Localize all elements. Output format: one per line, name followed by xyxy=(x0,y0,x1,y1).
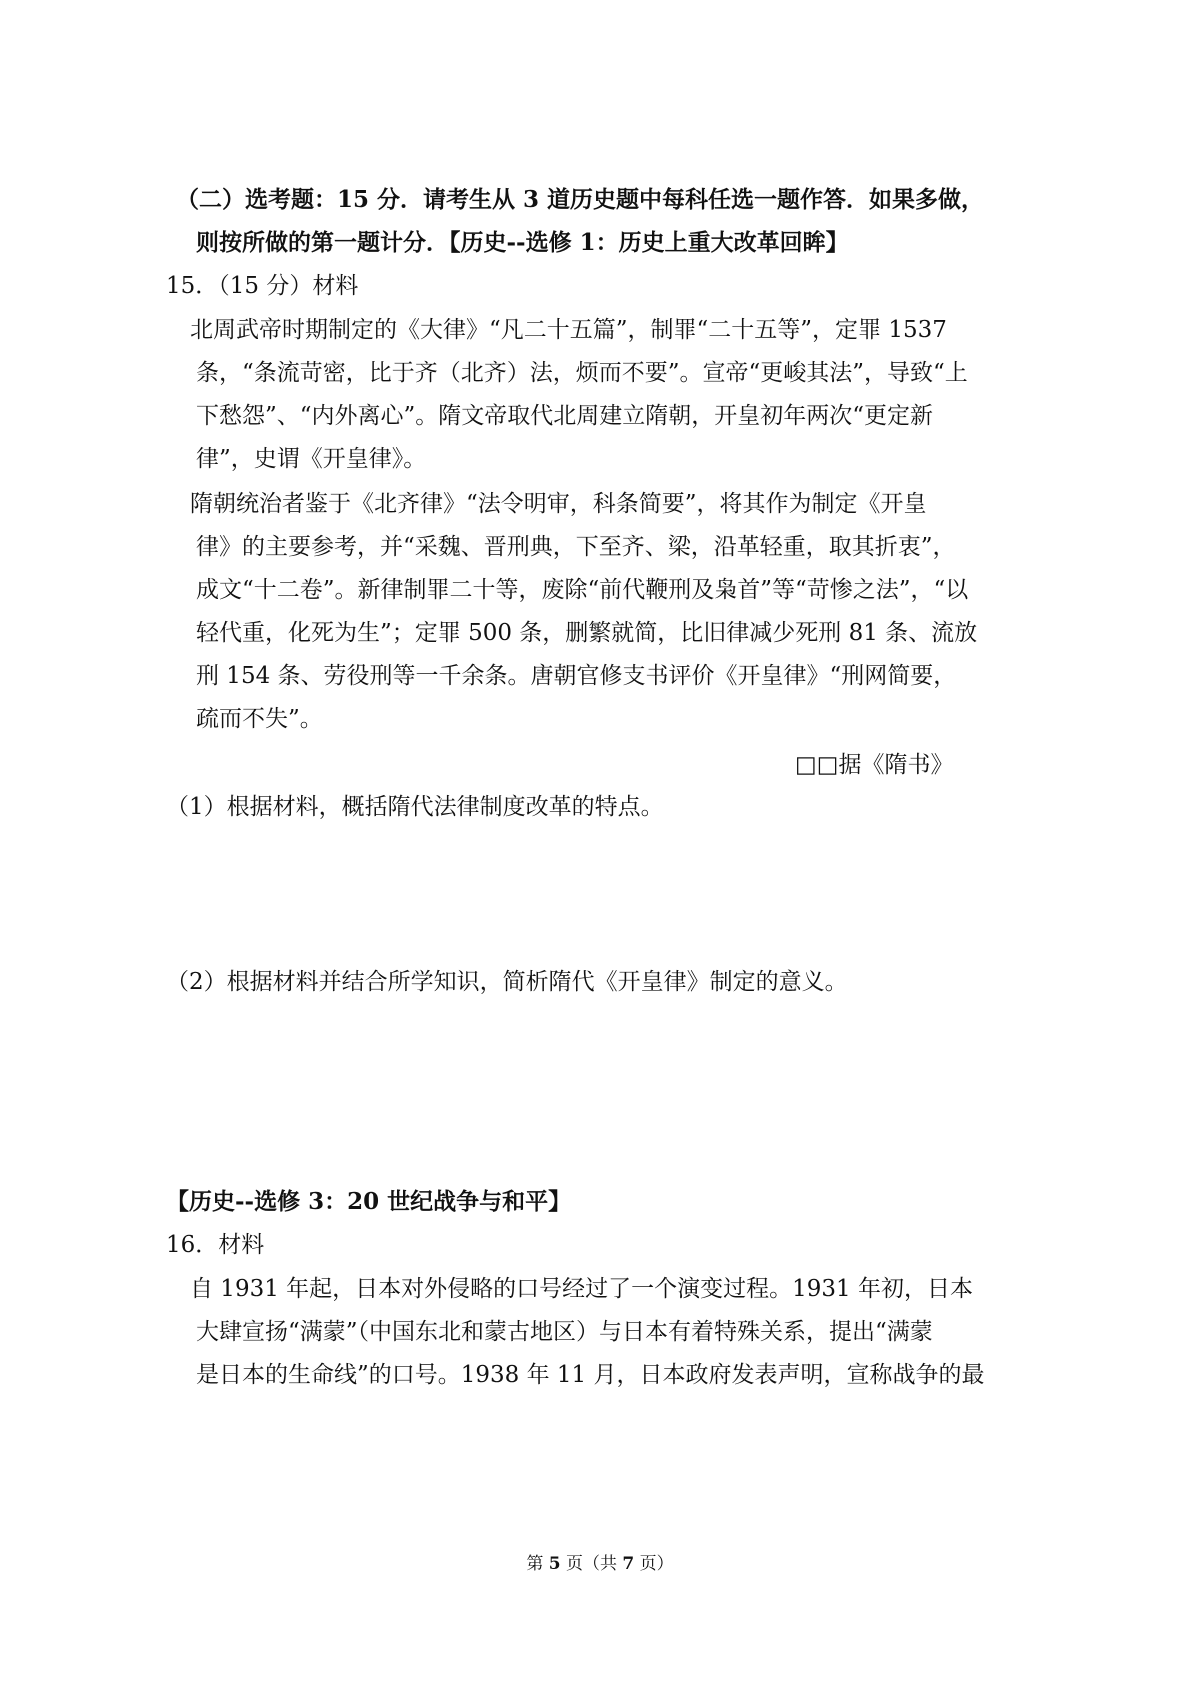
q16-para1-line2: 大肆宣扬“满蒙”（中国东北和蒙古地区）与日本有着特殊关系，提出“满蒙 xyxy=(196,1319,933,1345)
page-footer xyxy=(0,1553,1200,1575)
q15-para2-line6: 疏而不失”。 xyxy=(196,706,323,732)
footer-middle: 页（共 xyxy=(560,1554,623,1574)
q15-para2-line2: 律》的主要参考，并“采魏、晋刑典，下至齐、梁，沿革轻重，取其折衷”， xyxy=(196,534,956,560)
q15-para2-line4: 轻代重，化死为生”；定罪 500 条，删繁就简，比旧律减少死刑 81 条、流放 xyxy=(196,620,978,646)
question-15-header: 15．（15 分）材料 xyxy=(166,273,359,299)
q15-subquestion-1: （1）根据材料，概括隋代法律制度改革的特点。 xyxy=(166,794,664,820)
section-heading-elective-3: 【历史--选修 3：20 世纪战争与和平】 xyxy=(166,1188,572,1215)
q15-subquestion-2: （2）根据材料并结合所学知识，简析隋代《开皇律》制定的意义。 xyxy=(166,969,848,995)
q15-para1-line3: 下愁怨”、“内外离心”。隋文帝取代北周建立隋朝，开皇初年两次“更定新 xyxy=(196,403,934,429)
q15-para1-line2: 条，“条流苛密，比于齐（北齐）法，烦而不要”。宣帝“更峻其法”，导致“上 xyxy=(196,360,968,386)
section-heading-line1: （二）选考题：15 分．请考生从 3 道历史题中每科任选一题作答．如果多做， xyxy=(176,186,985,213)
q15-source: □□据《隋书》 xyxy=(795,752,954,778)
footer-prefix: 第 xyxy=(526,1554,549,1574)
q15-para2-line1: 隋朝统治者鉴于《北齐律》“法令明审，科条简要”，将其作为制定《开皇 xyxy=(190,491,927,517)
q15-para2-line3: 成文“十二卷”。新律制罪二十等，废除“前代鞭刑及枭首”等“苛惨之法”，“以 xyxy=(196,577,969,603)
footer-total-pages: 7 xyxy=(622,1554,635,1574)
q16-para1-line3: 是日本的生命线”的口号。1938 年 11 月，日本政府发表声明，宣称战争的最 xyxy=(196,1362,985,1388)
q15-para1-line1: 北周武帝时期制定的《大律》“凡二十五篇”，制罪“二十五等”，定罪 1537 xyxy=(190,317,947,343)
q15-para2-line5: 刑 154 条、劳役刑等一千余条。唐朝官修支书评价《开皇律》“刑网简要， xyxy=(196,663,957,689)
q16-para1-line1: 自 1931 年起，日本对外侵略的口号经过了一个演变过程。1931 年初，日本 xyxy=(190,1276,973,1302)
footer-suffix: 页） xyxy=(634,1554,674,1574)
footer-page-number: 5 xyxy=(548,1554,561,1574)
question-16-header: 16．材料 xyxy=(166,1232,265,1258)
section-heading-line2: 则按所做的第一题计分．【历史--选修 1：历史上重大改革回眸】 xyxy=(196,229,849,256)
q15-para1-line4: 律”，史谓《开皇律》。 xyxy=(196,446,427,472)
